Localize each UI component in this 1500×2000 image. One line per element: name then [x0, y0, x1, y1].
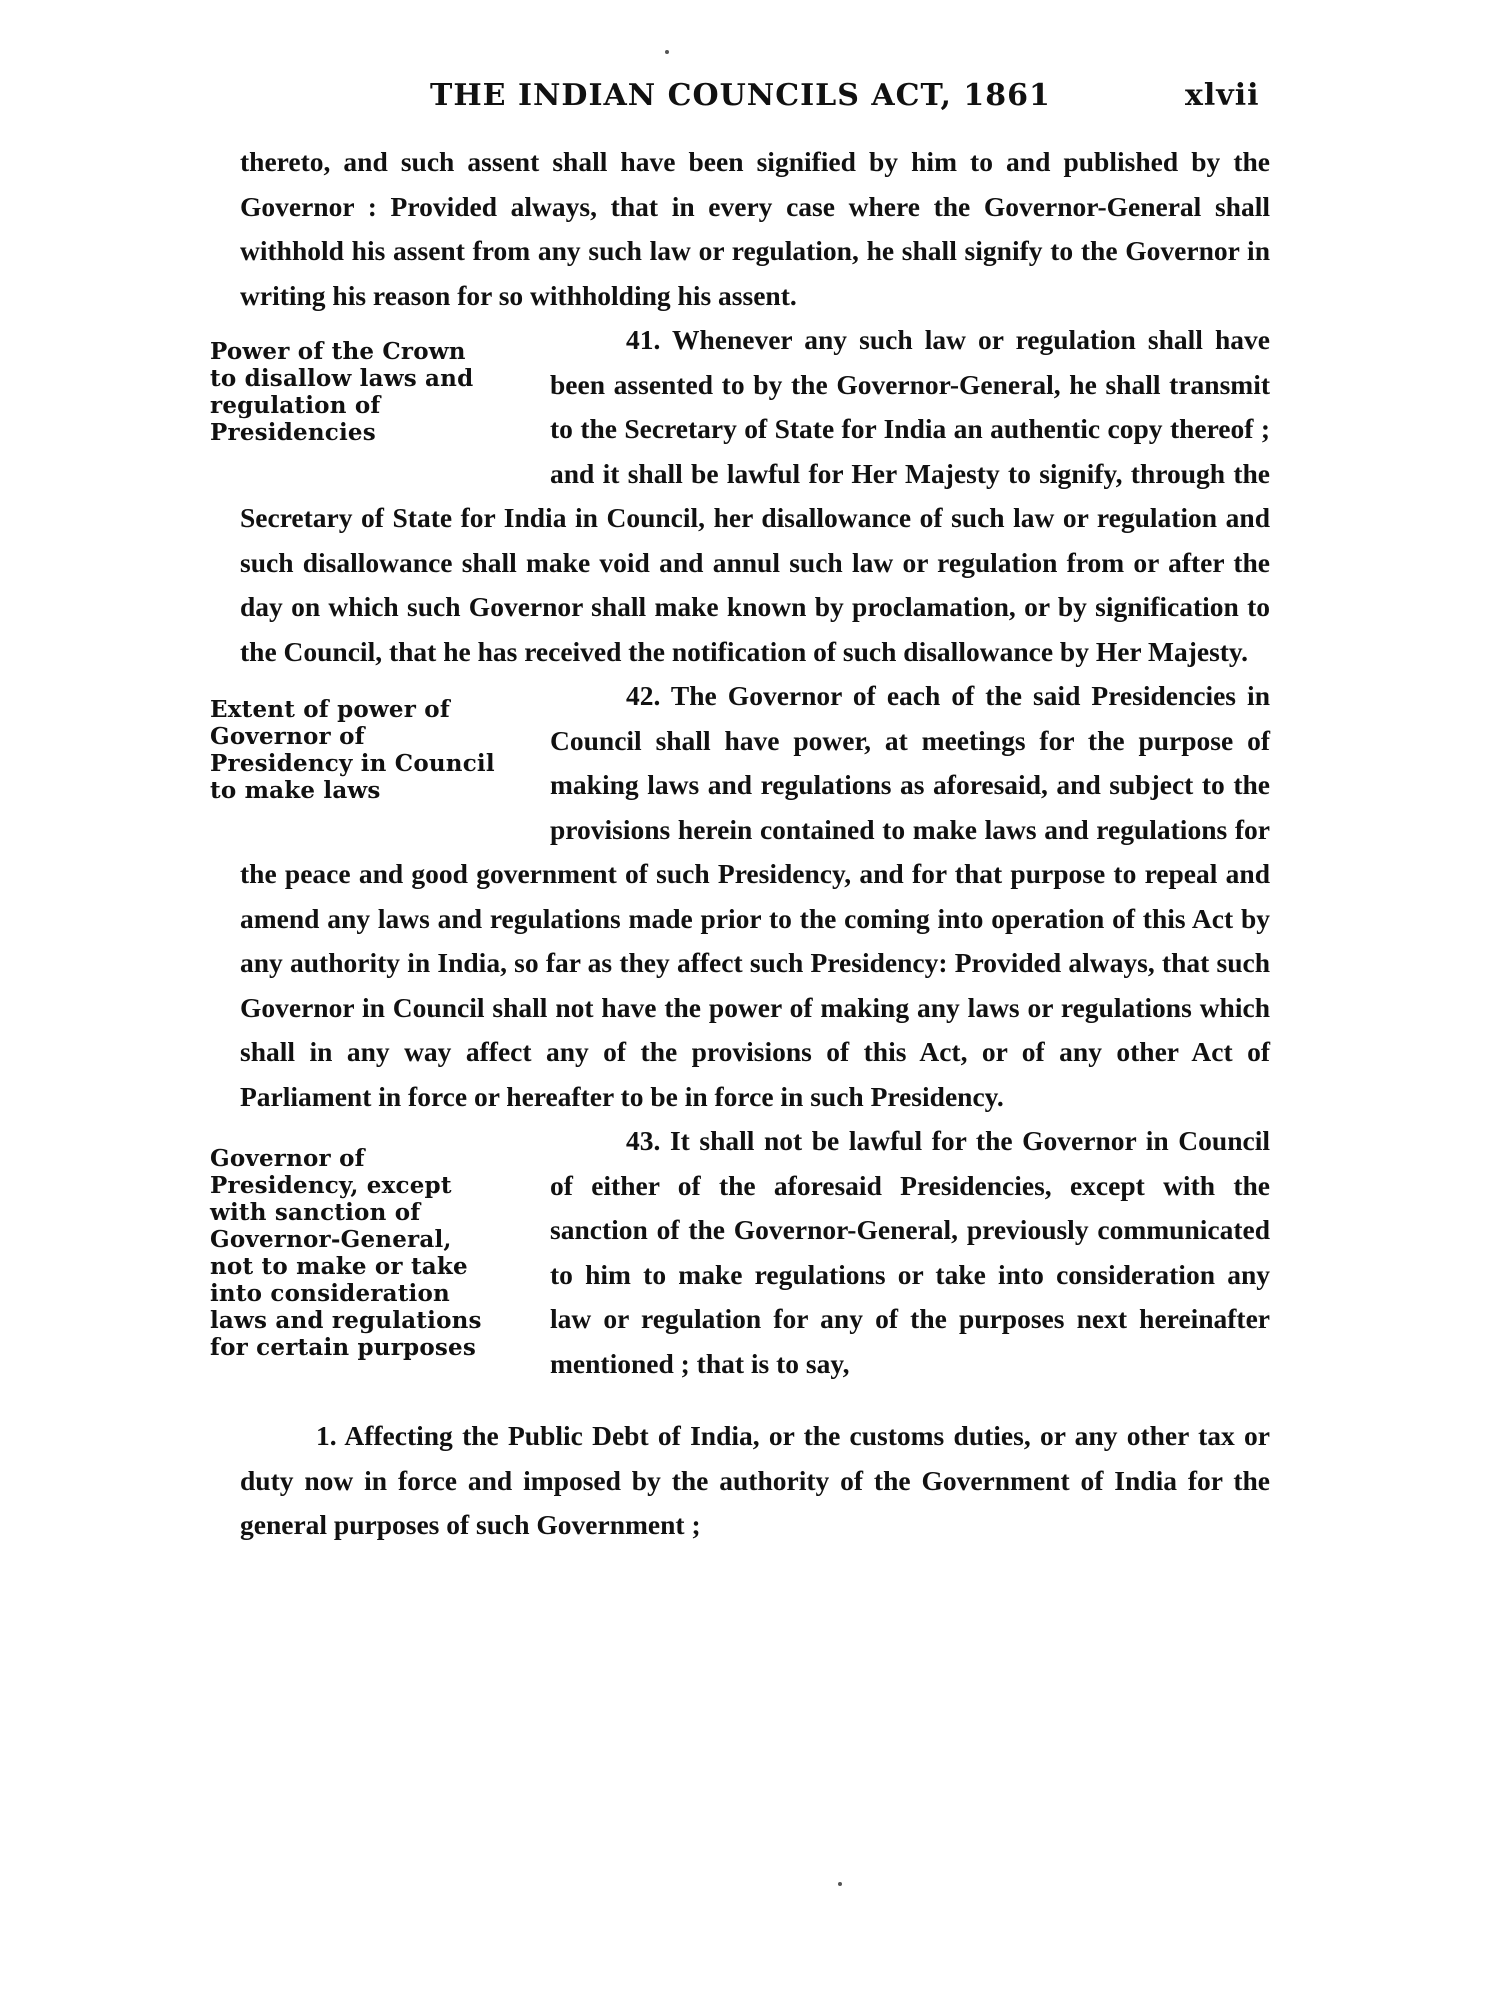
page-number: xlvii — [1185, 78, 1260, 113]
margin-note-section-42: Extent of power of Governor of Presidency in Council to make laws — [210, 696, 495, 804]
body-text — [210, 140, 1270, 1548]
section-43: 43. It shall not be lawful for the Governor in Council of either of the aforesaid Presidencies, except with the sanction of the Governor-General, previously communicated to him to make regulations or take into consideration any law or regulation for any of the purposes next hereinafter mentioned ; that is to say, — [550, 1125, 1270, 1379]
continuation-paragraph: thereto, and such assent shall have been signified by him to and published by the Governor : Provided always, that in every case where the Governor-General shall withhold his assent from any such law or regulation, he shall signify to the Governor in writing his reason for so withholding his assent. — [240, 146, 1270, 311]
print-speck — [665, 50, 669, 54]
margin-note-section-43: Governor of Presidency, except with sanction of Governor-General, not to make or take into consideration laws and regulations for certain purposes — [210, 1145, 482, 1361]
section-41: 41. Whenever any such law or regulation shall have been assented to by the Governor-General, he shall transmit to the Secretary of State for India an authentic copy thereof ; and it shall be lawful for Her Majesty to signify, through the Secretary of State for India in Council, her disallowance of such law or regulation and such disallowance shall make void and annul such law or regulation from or after the day on which such Governor shall make known by proclamation, or by signification to the Council, that he has received the notification of such disallowance by Her Majesty. — [240, 324, 1270, 667]
print-speck — [838, 1882, 842, 1886]
margin-note-section-41: Power of the Crown to disallow laws and regulation of Presidencies — [210, 338, 474, 446]
clause-1: 1. Affecting the Public Debt of India, or the customs duties, or any other tax or duty now in force and imposed by the authority of the Government of India for the general purposes of such Government ; — [240, 1420, 1270, 1540]
running-title: THE INDIAN COUNCILS ACT, 1861 — [430, 78, 1051, 113]
section-42: 42. The Governor of each of the said Presidencies in Council shall have power, at meetings for the purpose of making laws and regulations as aforesaid, and subject to the provisions herein contained to make laws and regulations for the peace and good government of such Presidency, and for that purpose to repeal and amend any laws and regulations made prior to the coming into operation of this Act by any authority in India, so far as they affect such Presidency: Provided always, that such Governor in Council shall not have the power of making any laws or regulations which shall in any way affect any of the provisions of this Act, or of any other Act of Parliament in force or hereafter to be in force in such Presidency. — [240, 680, 1270, 1112]
